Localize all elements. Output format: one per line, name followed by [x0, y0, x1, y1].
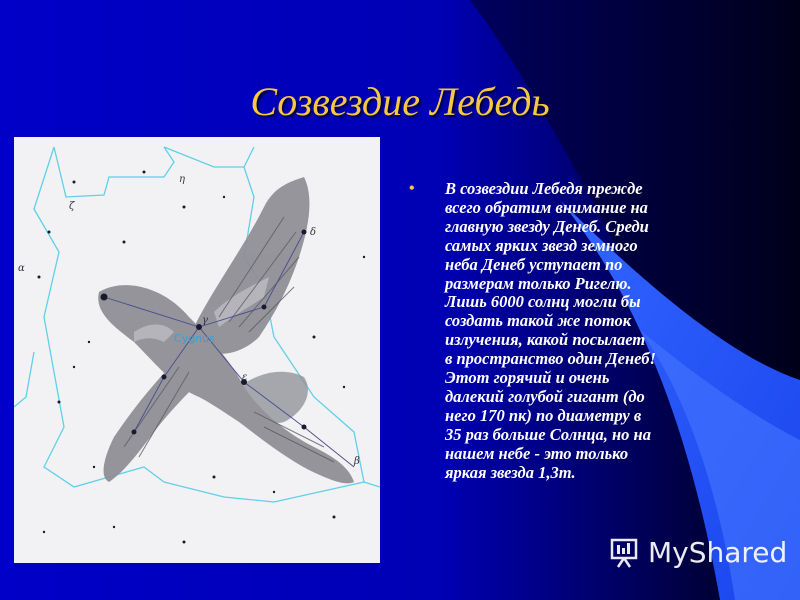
star-label-delta: δ	[310, 227, 317, 238]
slide-title: Созвездие Лебедь	[250, 79, 550, 124]
constellation-image	[14, 137, 380, 563]
star-label-beta: β	[354, 456, 360, 467]
watermark	[608, 533, 788, 573]
star-label-alpha: α	[18, 263, 25, 274]
star-label-eta: η	[179, 174, 185, 185]
star-label-gamma: γ	[202, 315, 208, 326]
swan-figure	[98, 177, 354, 483]
presentation-board-icon	[608, 537, 640, 569]
star-label-epsilon: ε	[242, 372, 248, 383]
constellation-label: Cygnus	[174, 332, 215, 345]
bullet-point: •	[409, 180, 415, 197]
watermark-text: MyShared	[648, 536, 788, 569]
body-paragraph: В созвездии Лебедя прежде всего обратим внимание на главную звезду Денеб. Среди самых ярких звезд земного неба Денеб уступает по размерам только Ригелю. Лишь 6000 солнц могли бы создать такой же поток излучения, какой посылает в пространство один Денеб! Этот горячий и очень далекий голубой гигант (до него 170 пк) по диаметру в 35 раз больше Солнца, но на нашем небе - это только яркая звезда 1,3m.	[445, 179, 656, 482]
slide-body	[409, 179, 765, 483]
star-label-zeta: ζ	[69, 201, 75, 212]
